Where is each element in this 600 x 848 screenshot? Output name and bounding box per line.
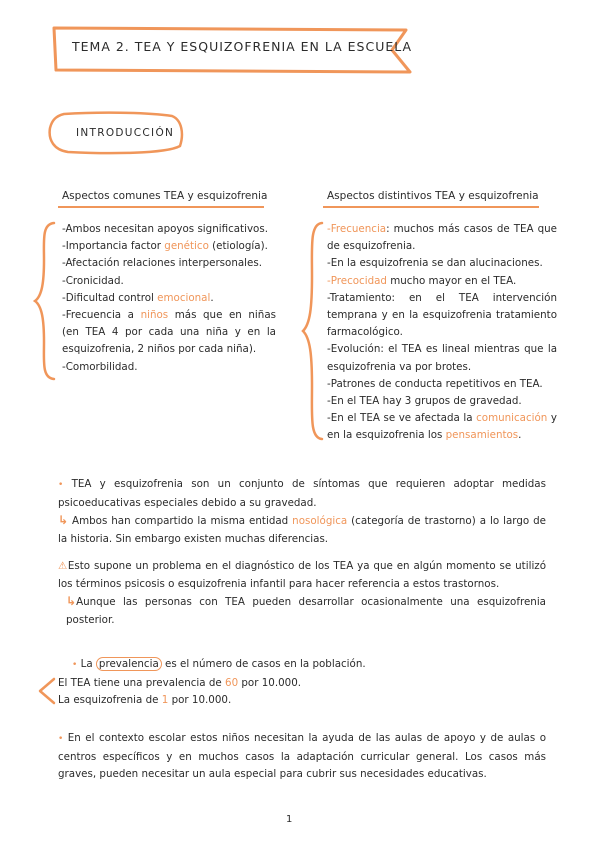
highlight-nosologica: nosológica bbox=[292, 515, 348, 527]
arrow-icon: ↳ bbox=[58, 513, 69, 527]
highlight-1: 1 bbox=[161, 694, 169, 706]
common-item-genetic: -Importancia factor genético (etiología). bbox=[62, 240, 268, 253]
left-brace bbox=[32, 220, 58, 382]
distinct-item-frequency: -Frecuencia: muchos más casos de TEA que de esquizofrenia. bbox=[327, 223, 557, 253]
chevron-left-icon bbox=[36, 676, 58, 706]
left-heading-underline bbox=[58, 206, 264, 208]
right-column-list bbox=[327, 221, 557, 445]
right-column-heading: Aspectos distintivos TEA y esquizofrenia bbox=[327, 190, 539, 202]
bullet-icon: • bbox=[58, 734, 64, 744]
common-item-frequency: -Frecuencia a niños más que en niñas (en TEA 4 por cada una niña y en la esquizofrenia, 2 niños por cada niña). bbox=[62, 309, 276, 356]
right-heading-underline bbox=[323, 206, 539, 208]
common-item-comorbidity: -Comorbilidad. bbox=[62, 360, 138, 373]
distinct-item-treatment: -Tratamiento: en el TEA intervención temprana y en la esquizofrenia tratamiento farmacológico. bbox=[327, 291, 557, 339]
distinct-item-hallucinations: -En la esquizofrenia se dan alucinaciones. bbox=[327, 257, 543, 270]
section2-paragraph: ⚠Esto supone un problema en el diagnóstico de los TEA ya que en algún momento se utilizó los términos psicosis o esquizofrenia infantil para hacer referencia a estos trastornos. bbox=[58, 560, 547, 590]
common-item-relations: -Afectación relaciones interpersonales. bbox=[62, 257, 263, 270]
page-title: TEMA 2. TEA Y ESQUIZOFRENIA EN LA ESCUELA bbox=[72, 39, 413, 54]
common-item-supports: -Ambos necesitan apoyos significativos. bbox=[62, 223, 268, 235]
page-number: 1 bbox=[286, 814, 293, 825]
warning-icon: ⚠ bbox=[58, 560, 68, 572]
prevalence-definition: • La prevalencia es el número de casos en la población. bbox=[72, 658, 366, 670]
section-school bbox=[58, 730, 546, 784]
section4-paragraph: • En el contexto escolar estos niños necesitan la ayuda de las aulas de apoyo y de aulas o centros específicos y en muchos casos la adaptación curricular general. Los casos más graves, pueden necesitar un aula especial para cubrir sus necesidades educativas. bbox=[58, 732, 546, 780]
section1-arrow-paragraph: ↳ Ambos han compartido la misma entidad nosológica (categoría de trastorno) a lo largo de la historia. Sin embargo existen muchas diferencias. bbox=[58, 513, 546, 545]
intro-heading: INTRODUCCIÓN bbox=[76, 127, 175, 139]
left-column-list bbox=[62, 221, 276, 376]
section2-arrow-paragraph: ↳Aunque las personas con TEA pueden desarrollar ocasionalmente una esquizofrenia posterior. bbox=[66, 594, 546, 626]
highlight-emocional: emocional bbox=[157, 291, 211, 304]
prevalence-esquizofrenia: La esquizofrenia de 1 por 10.000. bbox=[58, 694, 232, 706]
distinct-item-precocity: -Precocidad mucho mayor en el TEA. bbox=[327, 274, 517, 287]
highlight-comunicacion: comunicación bbox=[476, 412, 548, 425]
common-item-chronicity: -Cronicidad. bbox=[62, 274, 124, 287]
highlight-genetico: genético bbox=[164, 240, 209, 253]
highlight-pensamientos: pensamientos bbox=[445, 429, 519, 442]
left-column-heading: Aspectos comunes TEA y esquizofrenia bbox=[62, 190, 268, 202]
highlight-frecuencia: -Frecuencia bbox=[327, 223, 387, 235]
section-diagnosis bbox=[58, 558, 546, 629]
prevalence-circled-term: prevalencia bbox=[96, 657, 162, 671]
section-tea-esquizofrenia bbox=[58, 476, 546, 548]
highlight-precocidad: -Precocidad bbox=[327, 274, 387, 287]
distinct-item-severity: -En el TEA hay 3 grupos de gravedad. bbox=[327, 395, 522, 408]
distinct-item-patterns: -Patrones de conducta repetitivos en TEA. bbox=[327, 377, 543, 390]
bullet-icon: • bbox=[72, 660, 78, 670]
highlight-ninos: niños bbox=[140, 309, 169, 322]
highlight-60: 60 bbox=[225, 676, 239, 689]
distinct-item-communication: -En el TEA se ve afectada la comunicación y en la esquizofrenia los pensamientos. bbox=[327, 412, 557, 442]
bullet-icon: • bbox=[58, 480, 64, 490]
section-prevalence bbox=[58, 656, 546, 710]
arrow-icon: ↳ bbox=[66, 594, 77, 608]
common-item-emotional: -Dificultad control emocional. bbox=[62, 291, 214, 304]
section1-paragraph: • TEA y esquizofrenia son un conjunto de síntomas que requieren adoptar medidas psicoeducativas especiales debido a su gravedad. bbox=[58, 478, 546, 509]
distinct-item-evolution: -Evolución: el TEA es lineal mientras que la esquizofrenia va por brotes. bbox=[327, 343, 557, 373]
right-brace bbox=[300, 220, 326, 442]
prevalence-tea: El TEA tiene una prevalencia de 60 por 10.000. bbox=[58, 676, 302, 689]
